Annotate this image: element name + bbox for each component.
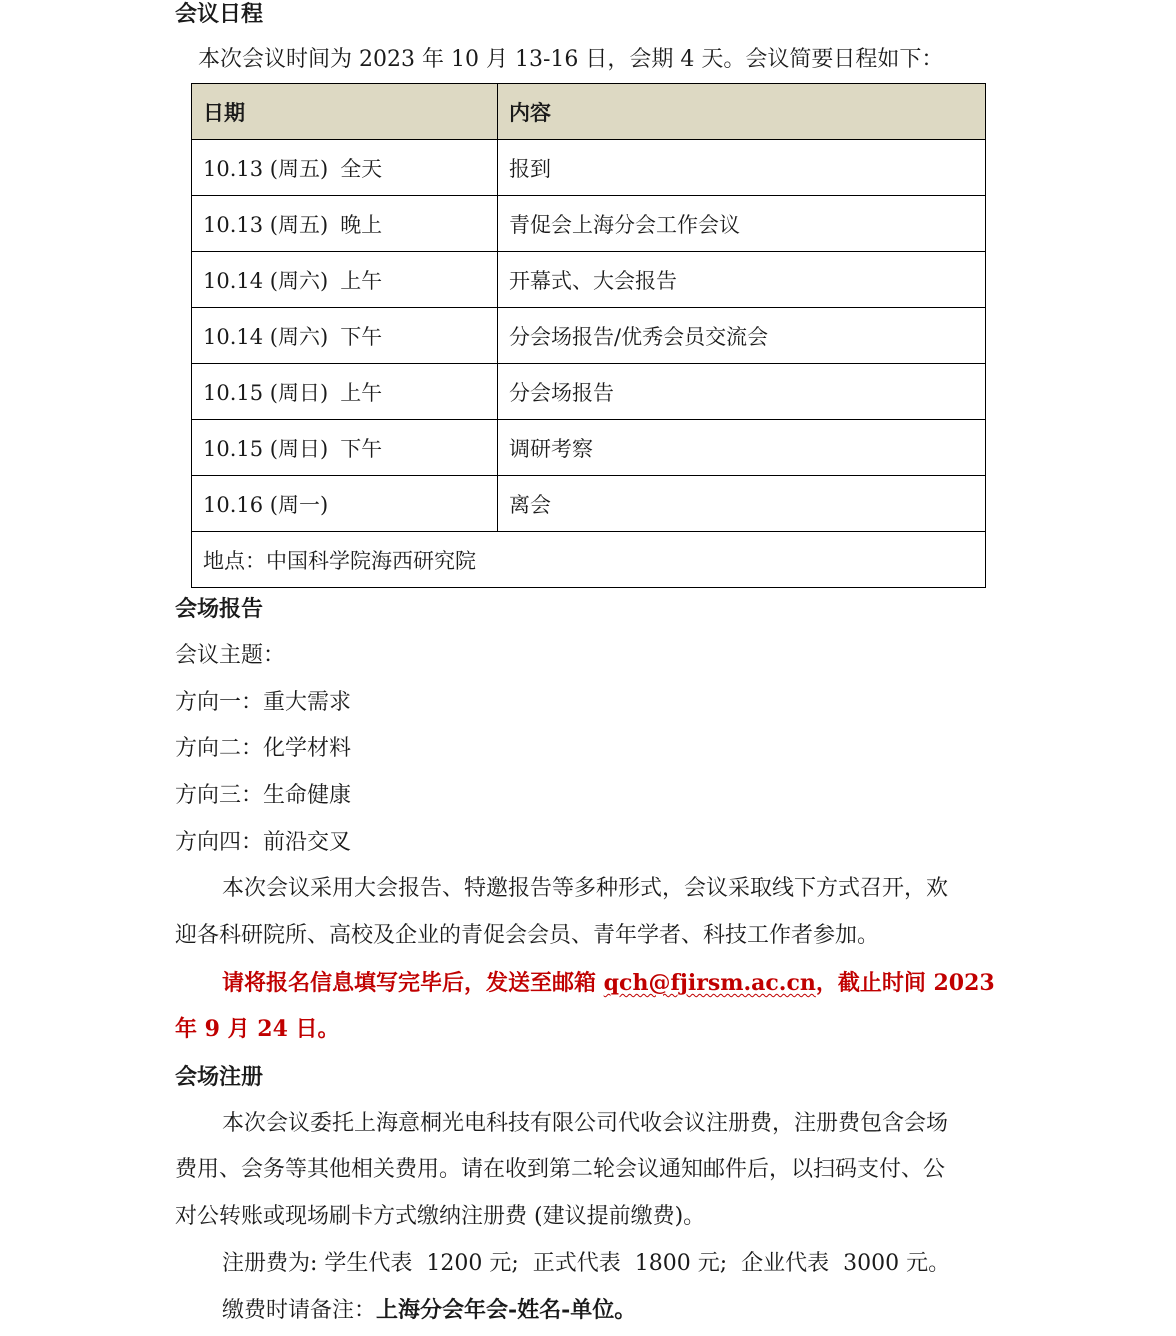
row-date: 10.15 (周日) [203, 436, 329, 461]
row-date-cell [192, 420, 498, 476]
row-date-cell [192, 476, 498, 532]
row-time: 上午 [340, 380, 383, 405]
table-row [192, 476, 986, 532]
direction-item: 方向三：生命健康 [175, 783, 352, 808]
row-content: 调研考察 [498, 420, 986, 476]
remark-label: 缴费时请备注： [222, 1298, 377, 1323]
row-date-cell [192, 196, 498, 252]
row-content: 分会场报告/优秀会员交流会 [498, 308, 986, 364]
row-date: 10.13 (周五) [203, 212, 329, 237]
row-time: 上午 [340, 268, 383, 293]
table-row [192, 140, 986, 196]
schedule-intro: 本次会议时间为 2023 年 10 月 13-16 日，会期 4 天。会议简要日程如下： [198, 47, 944, 72]
header-date: 日期 [192, 84, 498, 140]
row-date-cell [192, 140, 498, 196]
table-row [192, 420, 986, 476]
notice-part2: ，截止时间 2023 [815, 970, 995, 996]
report-description-line1: 本次会议采用大会报告、特邀报告等多种形式，会议采取线下方式召开，欢 [222, 876, 949, 901]
table-row [192, 308, 986, 364]
row-date-cell [192, 252, 498, 308]
schedule-table [191, 83, 986, 588]
notice-email-link[interactable]: qch@fjirsm.ac.cn [603, 970, 816, 996]
header-content: 内容 [498, 84, 986, 140]
row-date: 10.15 (周日) [203, 380, 329, 405]
row-time: 全天 [340, 156, 383, 181]
registration-line1: 本次会议委托上海意桐光电科技有限公司代收会议注册费，注册费包含会场 [222, 1111, 949, 1136]
notice-part1: 请将报名信息填写完毕后，发送至邮箱 [222, 970, 604, 996]
row-content: 青促会上海分会工作会议 [498, 196, 986, 252]
registration-deadline: 年 9 月 24 日。 [175, 1016, 340, 1042]
table-row [192, 252, 986, 308]
schedule-table-header-row [192, 84, 986, 140]
report-heading: 会场报告 [175, 596, 264, 622]
direction-item: 方向四：前沿交叉 [175, 830, 352, 855]
registration-heading: 会场注册 [175, 1064, 264, 1090]
row-content: 开幕式、大会报告 [498, 252, 986, 308]
row-time: 下午 [340, 324, 383, 349]
location-cell: 地点：中国科学院海西研究院 [192, 532, 986, 588]
registration-notice [222, 969, 995, 997]
row-time: 下午 [340, 436, 383, 461]
row-date: 10.13 (周五) [203, 156, 329, 181]
table-row [192, 364, 986, 420]
registration-line3: 对公转账或现场刷卡方式缴纳注册费 (建议提前缴费)。 [175, 1204, 706, 1229]
schedule-heading: 会议日程 [175, 1, 264, 27]
row-content: 分会场报告 [498, 364, 986, 420]
table-row-location [192, 532, 986, 588]
fee-line: 注册费为: 学生代表 1200 元; 正式代表 1800 元; 企业代表 3000 元。 [222, 1251, 951, 1276]
table-row [192, 196, 986, 252]
theme-label: 会议主题： [175, 643, 286, 668]
row-content: 报到 [498, 140, 986, 196]
row-date: 10.16 (周一) [203, 492, 329, 517]
row-date-cell [192, 364, 498, 420]
registration-line2: 费用、会务等其他相关费用。请在收到第二轮会议通知邮件后，以扫码支付、公 [175, 1157, 946, 1182]
row-date: 10.14 (周六) [203, 268, 329, 293]
remark-value: 上海分会年会-姓名-单位。 [376, 1297, 637, 1323]
row-date-cell [192, 308, 498, 364]
report-description-line2: 迎各科研院所、高校及企业的青促会会员、青年学者、科技工作者参加。 [175, 923, 880, 948]
direction-item: 方向一：重大需求 [175, 690, 352, 715]
payment-remark [222, 1296, 636, 1325]
row-date: 10.14 (周六) [203, 324, 329, 349]
row-time: 晚上 [340, 212, 383, 237]
row-content: 离会 [498, 476, 986, 532]
direction-item: 方向二：化学材料 [175, 736, 352, 761]
